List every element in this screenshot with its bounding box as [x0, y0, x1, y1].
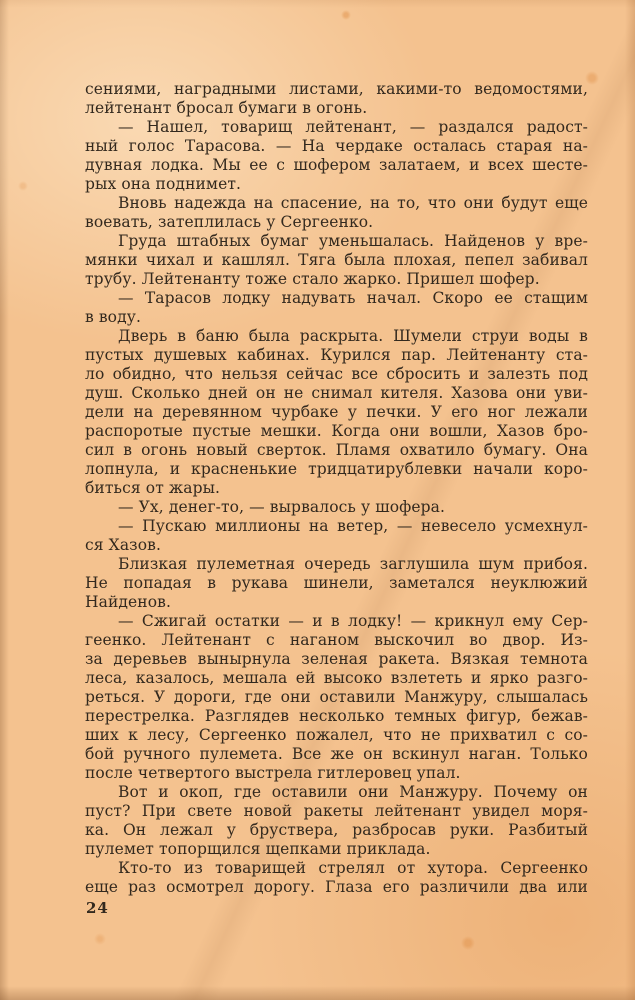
text-line: сил в огонь новый сверток. Пламя охватило бумагу. Она	[85, 441, 588, 459]
text-line: перестрелка. Разглядев несколько темных фигур, бежав-	[85, 707, 588, 725]
paragraph	[85, 289, 588, 327]
paragraph	[85, 194, 588, 232]
paragraph	[85, 498, 588, 517]
text-line: дувная лодка. Мы ее с шофером залатаем, и всех шесте-	[85, 156, 588, 174]
text-line: Вновь надежда на спасение, на то, что они будут еще	[118, 194, 588, 212]
paragraph	[85, 517, 588, 555]
text-line: — Тарасов лодку надувать начал. Скоро ее стащим	[118, 289, 588, 307]
text-line: Вот и окоп, где оставили они Манжуру. Почему он	[118, 783, 588, 801]
paragraph	[85, 118, 588, 194]
paragraph	[85, 327, 588, 498]
text-line: за деревьев вынырнула зеленая ракета. Вязкая темнота	[85, 650, 588, 668]
text-line: распоротые пустые мешки. Когда они вошли, Хазов бро-	[85, 422, 588, 440]
text-line: душ. Сколько дней он не снимал кителя. Хазова они уви-	[85, 384, 588, 402]
text-line: лейтенант бросал бумаги в огонь.	[85, 99, 368, 117]
text-line: Близкая пулеметная очередь заглушила шум прибоя.	[118, 555, 588, 573]
text-line: лопнула, и красненькие тридцатирублевки начали коро-	[85, 460, 588, 478]
text-line: воевать, затеплилась у Сергеенко.	[85, 213, 374, 231]
text-line: — Ух, денег-то, — вырвалось у шофера.	[118, 498, 446, 516]
text-line: Груда штабных бумаг уменьшалась. Найденов у вре-	[118, 232, 588, 250]
text-line: трубу. Лейтенанту тоже стало жарко. Пришел шофер.	[85, 270, 540, 288]
text-line: — Сжигай остатки — и в лодку! — крикнул ему Сер-	[118, 612, 588, 630]
paragraph	[85, 859, 588, 897]
text-line: реться. У дороги, где они оставили Манжуру, слышалась	[85, 688, 588, 706]
text-line: еще раз осмотрел дорогу. Глаза его различили два или	[85, 878, 588, 896]
text-line: рых она поднимет.	[85, 175, 242, 193]
text-line: ло обидно, что нельзя сейчас все сбросить и залезть под	[85, 365, 588, 383]
text-line: — Пускаю миллионы на ветер, — невесело усмехнул-	[118, 517, 588, 535]
text-line: Дверь в баню была раскрыта. Шумели струи воды в	[118, 327, 588, 345]
text-line: сениями, наградными листами, какими-то ведомостями,	[85, 80, 588, 98]
text-line: леса, казалось, мешала ей высоко взлететь и ярко разго-	[85, 669, 588, 687]
text-line: после четвертого выстрела гитлеровец упал.	[85, 764, 461, 782]
page-text-block	[85, 80, 588, 897]
text-line: в воду.	[85, 308, 142, 326]
paragraph	[85, 232, 588, 289]
paragraph	[85, 555, 588, 612]
text-line: Кто-то из товарищей стрелял от хутора. Сергеенко	[118, 859, 588, 877]
text-line: — Нашел, товарищ лейтенант, — раздался радост-	[118, 118, 588, 136]
paragraph	[85, 783, 588, 859]
text-line: ка. Он лежал у бруствера, разбросав руки. Разбитый	[85, 821, 588, 839]
text-line: пулемет топорщился щепками приклада.	[85, 840, 431, 858]
text-line: бой ручного пулемета. Все же он вскинул наган. Только	[85, 745, 588, 763]
text-line: биться от жары.	[85, 479, 221, 497]
text-line: Найденов.	[85, 593, 172, 611]
text-line: ших к лесу, Сергеенко пожалел, что не прихватил с со-	[85, 726, 588, 744]
text-line: дели на деревянном чурбаке у печки. У его ног лежали	[85, 403, 588, 421]
text-line: ный голос Тарасова. — На чердаке осталась старая на-	[85, 137, 588, 155]
page-number: 24	[86, 899, 109, 917]
text-line: Не попадая в рукава шинели, заметался неуклюжий	[85, 574, 588, 592]
paragraph	[85, 612, 588, 783]
text-line: пуст? При свете новой ракеты лейтенант увидел моря-	[85, 802, 588, 820]
text-line: геенко. Лейтенант с наганом выскочил во двор. Из-	[85, 631, 588, 649]
text-line: ся Хазов.	[85, 536, 162, 554]
text-line: мянки чихал и кашлял. Тяга была плохая, пепел забивал	[85, 251, 588, 269]
paragraph	[85, 80, 588, 118]
text-line: пустых душевых кабинах. Курился пар. Лейтенанту ста-	[85, 346, 588, 364]
